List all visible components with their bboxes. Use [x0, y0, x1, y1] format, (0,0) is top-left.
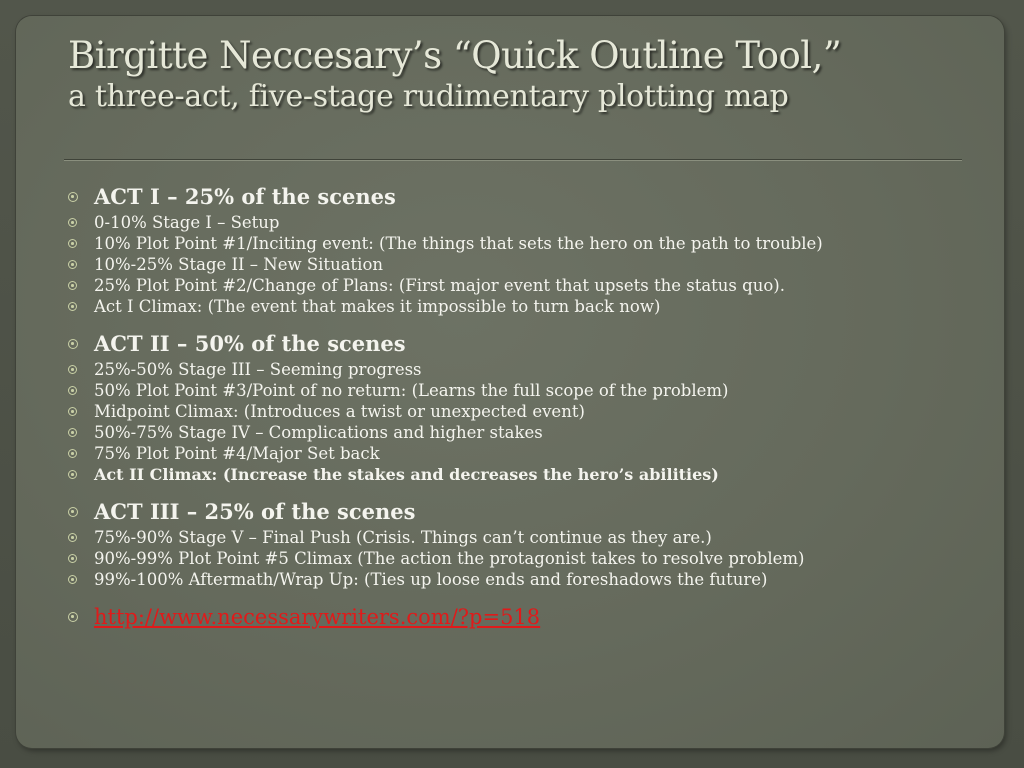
bullet-icon: [68, 239, 77, 248]
list-item-text: 50%-75% Stage IV – Complications and higher stakes: [94, 423, 543, 442]
slide: [16, 16, 1004, 748]
list-item-text: 25%-50% Stage III – Seeming progress: [94, 360, 422, 379]
list-item-text: Act I Climax: (The event that makes it impossible to turn back now): [94, 297, 661, 316]
bullet-icon: [68, 386, 77, 395]
slide-title: [68, 34, 968, 116]
list-item: [68, 254, 948, 275]
bullet-icon: [68, 365, 77, 374]
list-item-text: 10%-25% Stage II – New Situation: [94, 255, 383, 274]
list-item-text: 75% Plot Point #4/Major Set back: [94, 444, 380, 463]
list-item: [68, 359, 948, 380]
bullet-icon: [68, 428, 77, 437]
reference-link[interactable]: http://www.necessarywriters.com/?p=518: [94, 605, 541, 629]
list-item: [68, 422, 948, 443]
bullet-icon: [68, 575, 77, 584]
bullet-icon: [68, 470, 77, 479]
act-1-header: [68, 182, 948, 212]
bullet-icon: [68, 449, 77, 458]
list-item: [68, 212, 948, 233]
list-item-text: 10% Plot Point #1/Inciting event: (The things that sets the hero on the path to trouble): [94, 234, 823, 253]
list-item-text: Act II Climax: (Increase the stakes and decreases the hero’s abilities): [94, 465, 719, 484]
bullet-icon: [68, 533, 77, 542]
act-3-header-text: ACT III – 25% of the scenes: [94, 499, 416, 524]
list-item: [68, 548, 948, 569]
act-3-header: [68, 497, 948, 527]
bullet-icon: [68, 612, 78, 622]
list-item: [68, 233, 948, 254]
bullet-icon: [68, 192, 78, 202]
bullet-icon: [68, 507, 78, 517]
outline-content: [68, 182, 948, 632]
list-item: [68, 527, 948, 548]
bullet-icon: [68, 302, 77, 311]
list-item-text: 99%-100% Aftermath/Wrap Up: (Ties up loose ends and foreshadows the future): [94, 570, 768, 589]
list-item: [68, 464, 948, 485]
reference-link-item: [68, 602, 948, 632]
list-item: [68, 569, 948, 590]
list-item: [68, 275, 948, 296]
list-item: [68, 380, 948, 401]
act-3-section: [68, 497, 948, 590]
list-item: [68, 443, 948, 464]
list-item: [68, 401, 948, 422]
list-item-text: 90%-99% Plot Point #5 Climax (The action the protagonist takes to resolve problem): [94, 549, 805, 568]
bullet-icon: [68, 554, 77, 563]
act-2-section: [68, 329, 948, 485]
title-divider: [64, 159, 962, 161]
bullet-icon: [68, 339, 78, 349]
bullet-icon: [68, 218, 77, 227]
bullet-icon: [68, 281, 77, 290]
act-1-header-text: ACT I – 25% of the scenes: [94, 184, 396, 209]
act-2-header: [68, 329, 948, 359]
list-item-text: Midpoint Climax: (Introduces a twist or unexpected event): [94, 402, 585, 421]
title-line-1: Birgitte Neccesary’s “Quick Outline Tool,”: [68, 34, 842, 77]
act-2-header-text: ACT II – 50% of the scenes: [94, 331, 406, 356]
list-item-text: 50% Plot Point #3/Point of no return: (Learns the full scope of the problem): [94, 381, 729, 400]
list-item-text: 75%-90% Stage V – Final Push (Crisis. Things can’t continue as they are.): [94, 528, 712, 547]
bullet-icon: [68, 260, 77, 269]
list-item-text: 25% Plot Point #2/Change of Plans: (First major event that upsets the status quo).: [94, 276, 785, 295]
list-item: [68, 296, 948, 317]
title-line-2: a three-act, five-stage rudimentary plotting map: [68, 79, 789, 114]
act-1-section: [68, 182, 948, 317]
list-item-text: 0-10% Stage I – Setup: [94, 213, 280, 232]
bullet-icon: [68, 407, 77, 416]
